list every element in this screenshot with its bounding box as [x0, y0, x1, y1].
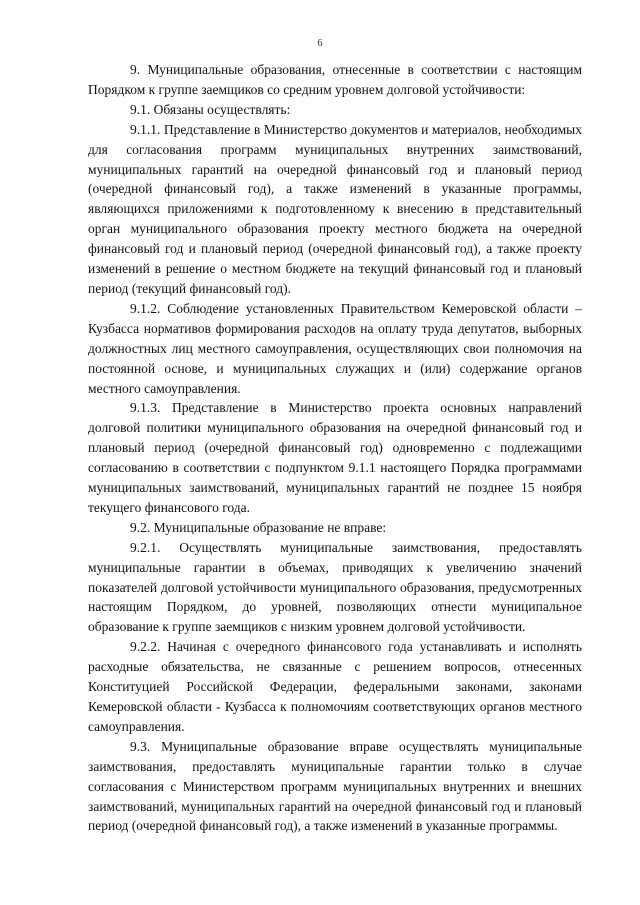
- paragraph-9: 9. Муниципальные образования, отнесенные в соответствии с настоящим Порядком к группе заемщиков со средним уровнем долговой устойчивости:: [88, 62, 582, 97]
- document-body: [88, 60, 582, 836]
- paragraph-9-2: 9.2. Муниципальные образование не вправе:: [130, 519, 387, 535]
- paragraph-9-1-3: 9.1.3. Представление в Министерство проекта основных направлений долговой политики муниципального образования на очередной финансовый год и плановый период (очередной финансовый год) одновременно с подлежащими согласованию в соответствии с подпунктом 9.1.1 настоящего Порядка программами муниципальных заимствований, муниципальных гарантий не позднее 15 ноября текущего финансового года.: [88, 400, 582, 515]
- page-number: 6: [317, 38, 323, 49]
- paragraph-9-1-1: 9.1.1. Представление в Министерство документов и материалов, необходимых для согласования программ муниципальных внутренних заимствований, муниципальных гарантий на очередной финансовый год и плановый период (очередной финансовый год), а также изменений в указанные программы, являющихся приложениями к подготовленному к внесению в представительный орган муниципального образования проекту местного бюджета на очередной финансовый год и плановый период (очередной финансовый год), а также проекту изменений в решение о местном бюджете на текущий финансовый год и плановый период (текущий финансовый год).: [88, 121, 582, 296]
- paragraph-9-2-2: 9.2.2. Начиная с очередного финансового года устанавливать и исполнять расходные обязательства, не связанные с решением вопросов, отнесенных Конституцией Российской Федерации, федеральными законами, законами Кемеровской области - Кузбасса к полномочиям соответствующих органов местного самоуправления.: [88, 639, 582, 734]
- paragraph-9-3: 9.3. Муниципальные образование вправе осуществлять муниципальные заимствования, предоставлять муниципальные гарантии только в случае согласования с Министерством программ муниципальных внутренних и внешних заимствований, муниципальных гарантий на очередной финансовый год и плановый период (очередной финансовый год), а также изменений в указанные программы.: [88, 738, 582, 834]
- paragraph-9-1-2: 9.1.2. Соблюдение установленных Правительством Кемеровской области – Кузбасса нормативов формирования расходов на оплату труда депутатов, выборных должностных лиц местного самоуправления, осуществляющих свои полномочия на постоянной основе, и муниципальных служащих и (или) содержание органов местного самоуправления.: [88, 300, 582, 396]
- paragraph-9-2-1: 9.2.1. Осуществлять муниципальные заимствования, предоставлять муниципальные гарантии в объемах, приводящих к увеличению значений показателей долговой устойчивости муниципального образования, предусмотренных настоящим Порядком, до уровней, позволяющих отнести муниципальное образование к группе заемщиков с низким уровнем долговой устойчивости.: [88, 539, 582, 635]
- paragraph-9-1: 9.1. Обязаны осуществлять:: [130, 101, 291, 117]
